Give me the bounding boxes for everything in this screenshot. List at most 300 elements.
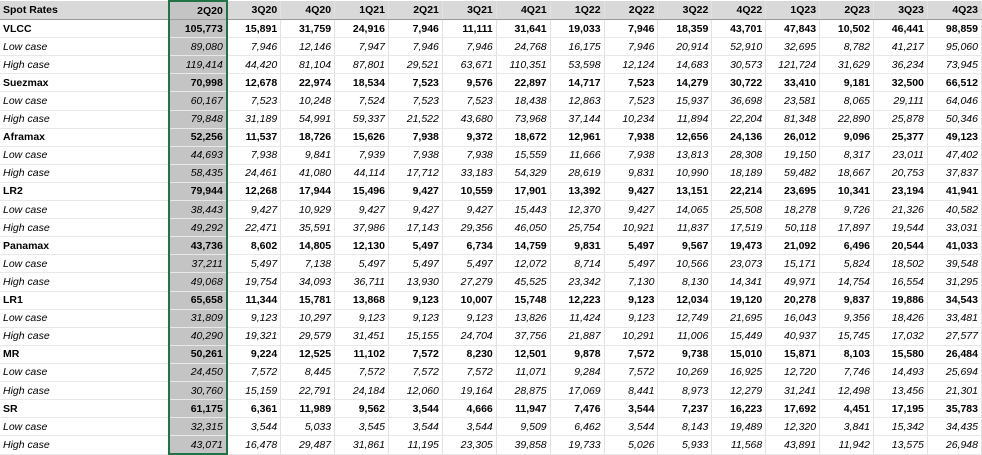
value-cell[interactable]: 35,591 (281, 219, 335, 237)
value-cell[interactable]: 22,204 (712, 110, 766, 128)
value-cell[interactable]: 26,948 (927, 436, 981, 455)
value-cell[interactable]: 12,034 (658, 291, 712, 309)
value-cell[interactable]: 7,572 (604, 345, 658, 363)
value-cell[interactable]: 10,341 (820, 182, 874, 200)
value-cell[interactable]: 12,678 (227, 74, 281, 92)
value-cell[interactable]: 15,871 (766, 345, 820, 363)
value-cell[interactable]: 7,946 (442, 38, 496, 56)
value-cell[interactable]: 22,791 (281, 381, 335, 399)
row-label-cell[interactable]: Aframax (0, 128, 169, 146)
row-label-cell[interactable]: LR2 (0, 182, 169, 200)
value-cell[interactable]: 7,946 (227, 38, 281, 56)
value-cell[interactable]: 23,342 (550, 273, 604, 291)
value-cell[interactable]: 32,315 (169, 418, 227, 436)
value-cell[interactable]: 9,427 (604, 201, 658, 219)
value-cell[interactable]: 8,782 (820, 38, 874, 56)
value-cell[interactable]: 21,092 (766, 237, 820, 255)
value-cell[interactable]: 12,060 (388, 381, 442, 399)
value-cell[interactable]: 19,473 (712, 237, 766, 255)
column-header-4q23[interactable]: 4Q23 (927, 1, 981, 20)
value-cell[interactable]: 9,427 (388, 182, 442, 200)
value-cell[interactable]: 8,602 (227, 237, 281, 255)
row-label-cell[interactable]: Panamax (0, 237, 169, 255)
value-cell[interactable]: 59,337 (335, 110, 389, 128)
value-cell[interactable]: 73,968 (496, 110, 550, 128)
value-cell[interactable]: 49,971 (766, 273, 820, 291)
value-cell[interactable]: 37,986 (335, 219, 389, 237)
value-cell[interactable]: 20,914 (658, 38, 712, 56)
value-cell[interactable]: 25,508 (712, 201, 766, 219)
value-cell[interactable]: 9,372 (442, 128, 496, 146)
value-cell[interactable]: 15,626 (335, 128, 389, 146)
value-cell[interactable]: 7,946 (604, 38, 658, 56)
row-label-cell[interactable]: Low case (0, 418, 169, 436)
value-cell[interactable]: 10,297 (281, 309, 335, 327)
value-cell[interactable]: 7,938 (604, 146, 658, 164)
value-cell[interactable]: 81,104 (281, 56, 335, 74)
value-cell[interactable]: 26,012 (766, 128, 820, 146)
value-cell[interactable]: 36,698 (712, 92, 766, 110)
column-header-2q21[interactable]: 2Q21 (388, 1, 442, 20)
value-cell[interactable]: 7,938 (388, 128, 442, 146)
value-cell[interactable]: 13,392 (550, 182, 604, 200)
value-cell[interactable]: 43,071 (169, 436, 227, 455)
value-cell[interactable]: 31,241 (766, 381, 820, 399)
value-cell[interactable]: 14,683 (658, 56, 712, 74)
value-cell[interactable]: 10,566 (658, 255, 712, 273)
value-cell[interactable]: 10,929 (281, 201, 335, 219)
value-cell[interactable]: 19,164 (442, 381, 496, 399)
value-cell[interactable]: 25,377 (874, 128, 928, 146)
value-cell[interactable]: 24,768 (496, 38, 550, 56)
value-cell[interactable]: 25,754 (550, 219, 604, 237)
value-cell[interactable]: 52,256 (169, 128, 227, 146)
value-cell[interactable]: 34,543 (927, 291, 981, 309)
value-cell[interactable]: 46,441 (874, 20, 928, 38)
value-cell[interactable]: 22,214 (712, 182, 766, 200)
value-cell[interactable]: 9,427 (388, 201, 442, 219)
value-cell[interactable]: 13,813 (658, 146, 712, 164)
value-cell[interactable]: 15,443 (496, 201, 550, 219)
value-cell[interactable]: 22,471 (227, 219, 281, 237)
value-cell[interactable]: 9,831 (550, 237, 604, 255)
value-cell[interactable]: 9,831 (604, 164, 658, 182)
value-cell[interactable]: 7,523 (604, 92, 658, 110)
row-label-cell[interactable]: Suezmax (0, 74, 169, 92)
value-cell[interactable]: 22,890 (820, 110, 874, 128)
value-cell[interactable]: 121,724 (766, 56, 820, 74)
value-cell[interactable]: 44,420 (227, 56, 281, 74)
value-cell[interactable]: 46,050 (496, 219, 550, 237)
value-cell[interactable]: 40,582 (927, 201, 981, 219)
value-cell[interactable]: 7,939 (335, 146, 389, 164)
value-cell[interactable]: 34,093 (281, 273, 335, 291)
value-cell[interactable]: 24,916 (335, 20, 389, 38)
value-cell[interactable]: 28,308 (712, 146, 766, 164)
value-cell[interactable]: 15,171 (766, 255, 820, 273)
value-cell[interactable]: 18,189 (712, 164, 766, 182)
value-cell[interactable]: 8,143 (658, 418, 712, 436)
value-cell[interactable]: 11,424 (550, 309, 604, 327)
value-cell[interactable]: 49,123 (927, 128, 981, 146)
value-cell[interactable]: 11,071 (496, 363, 550, 381)
row-label-cell[interactable]: SR (0, 400, 169, 418)
value-cell[interactable]: 12,720 (766, 363, 820, 381)
value-cell[interactable]: 95,060 (927, 38, 981, 56)
value-cell[interactable]: 19,544 (874, 219, 928, 237)
value-cell[interactable]: 63,671 (442, 56, 496, 74)
value-cell[interactable]: 47,843 (766, 20, 820, 38)
value-cell[interactable]: 11,537 (227, 128, 281, 146)
value-cell[interactable]: 49,068 (169, 273, 227, 291)
column-header-3q23[interactable]: 3Q23 (874, 1, 928, 20)
value-cell[interactable]: 17,897 (820, 219, 874, 237)
value-cell[interactable]: 37,756 (496, 327, 550, 345)
value-cell[interactable]: 7,237 (658, 400, 712, 418)
value-cell[interactable]: 15,449 (712, 327, 766, 345)
value-cell[interactable]: 79,848 (169, 110, 227, 128)
value-cell[interactable]: 12,223 (550, 291, 604, 309)
value-cell[interactable]: 11,006 (658, 327, 712, 345)
value-cell[interactable]: 47,402 (927, 146, 981, 164)
value-cell[interactable]: 35,783 (927, 400, 981, 418)
value-cell[interactable]: 12,146 (281, 38, 335, 56)
value-cell[interactable]: 9,427 (604, 182, 658, 200)
value-cell[interactable]: 14,341 (712, 273, 766, 291)
value-cell[interactable]: 34,435 (927, 418, 981, 436)
value-cell[interactable]: 5,497 (604, 255, 658, 273)
value-cell[interactable]: 110,351 (496, 56, 550, 74)
value-cell[interactable]: 17,692 (766, 400, 820, 418)
value-cell[interactable]: 15,159 (227, 381, 281, 399)
value-cell[interactable]: 7,524 (335, 92, 389, 110)
value-cell[interactable]: 21,695 (712, 309, 766, 327)
value-cell[interactable]: 15,559 (496, 146, 550, 164)
column-header-3q21[interactable]: 3Q21 (442, 1, 496, 20)
column-header-1q22[interactable]: 1Q22 (550, 1, 604, 20)
value-cell[interactable]: 8,445 (281, 363, 335, 381)
value-cell[interactable]: 4,451 (820, 400, 874, 418)
value-cell[interactable]: 21,887 (550, 327, 604, 345)
value-cell[interactable]: 29,356 (442, 219, 496, 237)
value-cell[interactable]: 11,195 (388, 436, 442, 455)
value-cell[interactable]: 15,342 (874, 418, 928, 436)
value-cell[interactable]: 12,130 (335, 237, 389, 255)
value-cell[interactable]: 22,974 (281, 74, 335, 92)
value-cell[interactable]: 10,234 (604, 110, 658, 128)
value-cell[interactable]: 53,598 (550, 56, 604, 74)
value-cell[interactable]: 18,726 (281, 128, 335, 146)
value-cell[interactable]: 70,998 (169, 74, 227, 92)
value-cell[interactable]: 13,151 (658, 182, 712, 200)
value-cell[interactable]: 23,194 (874, 182, 928, 200)
value-cell[interactable]: 41,033 (927, 237, 981, 255)
value-cell[interactable]: 8,441 (604, 381, 658, 399)
value-cell[interactable]: 13,575 (874, 436, 928, 455)
value-cell[interactable]: 9,726 (820, 201, 874, 219)
column-header-1q23[interactable]: 1Q23 (766, 1, 820, 20)
value-cell[interactable]: 13,930 (388, 273, 442, 291)
value-cell[interactable]: 44,693 (169, 146, 227, 164)
value-cell[interactable]: 9,509 (496, 418, 550, 436)
value-cell[interactable]: 9,427 (442, 201, 496, 219)
row-label-cell[interactable]: Low case (0, 38, 169, 56)
value-cell[interactable]: 3,544 (227, 418, 281, 436)
value-cell[interactable]: 24,136 (712, 128, 766, 146)
value-cell[interactable]: 6,462 (550, 418, 604, 436)
value-cell[interactable]: 9,284 (550, 363, 604, 381)
value-cell[interactable]: 31,295 (927, 273, 981, 291)
value-cell[interactable]: 9,427 (227, 201, 281, 219)
value-cell[interactable]: 10,921 (604, 219, 658, 237)
value-cell[interactable]: 4,666 (442, 400, 496, 418)
value-cell[interactable]: 66,512 (927, 74, 981, 92)
value-cell[interactable]: 32,695 (766, 38, 820, 56)
value-cell[interactable]: 9,356 (820, 309, 874, 327)
row-label-cell[interactable]: High case (0, 273, 169, 291)
value-cell[interactable]: 16,223 (712, 400, 766, 418)
value-cell[interactable]: 43,891 (766, 436, 820, 455)
value-cell[interactable]: 33,183 (442, 164, 496, 182)
value-cell[interactable]: 17,195 (874, 400, 928, 418)
value-cell[interactable]: 8,714 (550, 255, 604, 273)
value-cell[interactable]: 12,279 (712, 381, 766, 399)
value-cell[interactable]: 12,370 (550, 201, 604, 219)
value-cell[interactable]: 15,010 (712, 345, 766, 363)
value-cell[interactable]: 9,123 (227, 309, 281, 327)
value-cell[interactable]: 24,450 (169, 363, 227, 381)
value-cell[interactable]: 3,544 (442, 418, 496, 436)
value-cell[interactable]: 14,493 (874, 363, 928, 381)
value-cell[interactable]: 11,111 (442, 20, 496, 38)
value-cell[interactable]: 9,224 (227, 345, 281, 363)
value-cell[interactable]: 27,577 (927, 327, 981, 345)
value-cell[interactable]: 18,534 (335, 74, 389, 92)
value-cell[interactable]: 41,080 (281, 164, 335, 182)
value-cell[interactable]: 36,234 (874, 56, 928, 74)
value-cell[interactable]: 32,500 (874, 74, 928, 92)
value-cell[interactable]: 10,007 (442, 291, 496, 309)
value-cell[interactable]: 16,043 (766, 309, 820, 327)
row-label-cell[interactable]: Low case (0, 309, 169, 327)
value-cell[interactable]: 12,961 (550, 128, 604, 146)
value-cell[interactable]: 10,269 (658, 363, 712, 381)
value-cell[interactable]: 23,073 (712, 255, 766, 273)
value-cell[interactable]: 12,268 (227, 182, 281, 200)
value-cell[interactable]: 7,138 (281, 255, 335, 273)
column-header-2q23[interactable]: 2Q23 (820, 1, 874, 20)
value-cell[interactable]: 33,410 (766, 74, 820, 92)
value-cell[interactable]: 19,754 (227, 273, 281, 291)
value-cell[interactable]: 5,033 (281, 418, 335, 436)
value-cell[interactable]: 11,947 (496, 400, 550, 418)
value-cell[interactable]: 3,544 (604, 400, 658, 418)
value-cell[interactable]: 10,990 (658, 164, 712, 182)
value-cell[interactable]: 7,938 (388, 146, 442, 164)
value-cell[interactable]: 8,317 (820, 146, 874, 164)
value-cell[interactable]: 12,525 (281, 345, 335, 363)
value-cell[interactable]: 13,456 (874, 381, 928, 399)
value-cell[interactable]: 10,502 (820, 20, 874, 38)
value-cell[interactable]: 45,525 (496, 273, 550, 291)
value-cell[interactable]: 9,181 (820, 74, 874, 92)
value-cell[interactable]: 26,484 (927, 345, 981, 363)
value-cell[interactable]: 17,069 (550, 381, 604, 399)
value-cell[interactable]: 9,123 (604, 291, 658, 309)
value-cell[interactable]: 8,973 (658, 381, 712, 399)
column-header-2q20[interactable]: 2Q20 (169, 1, 227, 20)
value-cell[interactable]: 16,554 (874, 273, 928, 291)
value-cell[interactable]: 19,150 (766, 146, 820, 164)
value-cell[interactable]: 16,925 (712, 363, 766, 381)
value-cell[interactable]: 17,901 (496, 182, 550, 200)
value-cell[interactable]: 14,065 (658, 201, 712, 219)
value-cell[interactable]: 27,279 (442, 273, 496, 291)
value-cell[interactable]: 31,641 (496, 20, 550, 38)
row-label-cell[interactable]: High case (0, 219, 169, 237)
value-cell[interactable]: 3,545 (335, 418, 389, 436)
value-cell[interactable]: 3,544 (388, 400, 442, 418)
value-cell[interactable]: 16,478 (227, 436, 281, 455)
value-cell[interactable]: 20,753 (874, 164, 928, 182)
value-cell[interactable]: 12,749 (658, 309, 712, 327)
value-cell[interactable]: 43,736 (169, 237, 227, 255)
value-cell[interactable]: 6,361 (227, 400, 281, 418)
value-cell[interactable]: 15,580 (874, 345, 928, 363)
value-cell[interactable]: 5,933 (658, 436, 712, 455)
value-cell[interactable]: 65,658 (169, 291, 227, 309)
value-cell[interactable]: 21,301 (927, 381, 981, 399)
value-cell[interactable]: 12,501 (496, 345, 550, 363)
value-cell[interactable]: 81,348 (766, 110, 820, 128)
value-cell[interactable]: 12,656 (658, 128, 712, 146)
value-cell[interactable]: 22,897 (496, 74, 550, 92)
row-label-cell[interactable]: LR1 (0, 291, 169, 309)
value-cell[interactable]: 10,291 (604, 327, 658, 345)
value-cell[interactable]: 17,944 (281, 182, 335, 200)
value-cell[interactable]: 25,878 (874, 110, 928, 128)
value-cell[interactable]: 18,667 (820, 164, 874, 182)
value-cell[interactable]: 9,837 (820, 291, 874, 309)
value-cell[interactable]: 5,026 (604, 436, 658, 455)
value-cell[interactable]: 7,946 (388, 38, 442, 56)
value-cell[interactable]: 17,519 (712, 219, 766, 237)
value-cell[interactable]: 7,746 (820, 363, 874, 381)
value-cell[interactable]: 31,861 (335, 436, 389, 455)
row-label-cell[interactable]: Low case (0, 363, 169, 381)
value-cell[interactable]: 50,118 (766, 219, 820, 237)
value-cell[interactable]: 10,248 (281, 92, 335, 110)
value-cell[interactable]: 20,544 (874, 237, 928, 255)
value-cell[interactable]: 7,523 (388, 92, 442, 110)
value-cell[interactable]: 58,435 (169, 164, 227, 182)
value-cell[interactable]: 60,167 (169, 92, 227, 110)
value-cell[interactable]: 5,497 (604, 237, 658, 255)
value-cell[interactable]: 9,738 (658, 345, 712, 363)
value-cell[interactable]: 29,579 (281, 327, 335, 345)
value-cell[interactable]: 7,523 (604, 74, 658, 92)
value-cell[interactable]: 24,184 (335, 381, 389, 399)
value-cell[interactable]: 105,773 (169, 20, 227, 38)
value-cell[interactable]: 18,438 (496, 92, 550, 110)
value-cell[interactable]: 9,841 (281, 146, 335, 164)
value-cell[interactable]: 15,781 (281, 291, 335, 309)
value-cell[interactable]: 39,858 (496, 436, 550, 455)
value-cell[interactable]: 7,523 (388, 74, 442, 92)
value-cell[interactable]: 31,451 (335, 327, 389, 345)
value-cell[interactable]: 17,143 (388, 219, 442, 237)
value-cell[interactable]: 14,279 (658, 74, 712, 92)
value-cell[interactable]: 11,837 (658, 219, 712, 237)
value-cell[interactable]: 61,175 (169, 400, 227, 418)
value-cell[interactable]: 31,759 (281, 20, 335, 38)
row-label-cell[interactable]: High case (0, 164, 169, 182)
value-cell[interactable]: 50,346 (927, 110, 981, 128)
value-cell[interactable]: 13,826 (496, 309, 550, 327)
value-cell[interactable]: 54,991 (281, 110, 335, 128)
value-cell[interactable]: 30,573 (712, 56, 766, 74)
value-cell[interactable]: 98,859 (927, 20, 981, 38)
row-label-cell[interactable]: High case (0, 327, 169, 345)
value-cell[interactable]: 14,805 (281, 237, 335, 255)
value-cell[interactable]: 30,722 (712, 74, 766, 92)
row-label-cell[interactable]: MR (0, 345, 169, 363)
value-cell[interactable]: 3,544 (604, 418, 658, 436)
row-label-cell[interactable]: Low case (0, 92, 169, 110)
value-cell[interactable]: 23,011 (874, 146, 928, 164)
corner-label-cell[interactable]: Spot Rates (0, 1, 169, 20)
value-cell[interactable]: 14,717 (550, 74, 604, 92)
column-header-3q22[interactable]: 3Q22 (658, 1, 712, 20)
value-cell[interactable]: 20,278 (766, 291, 820, 309)
value-cell[interactable]: 28,619 (550, 164, 604, 182)
column-header-4q22[interactable]: 4Q22 (712, 1, 766, 20)
column-header-4q21[interactable]: 4Q21 (496, 1, 550, 20)
value-cell[interactable]: 8,130 (658, 273, 712, 291)
value-cell[interactable]: 5,497 (227, 255, 281, 273)
value-cell[interactable]: 11,942 (820, 436, 874, 455)
value-cell[interactable]: 39,548 (927, 255, 981, 273)
value-cell[interactable]: 9,123 (335, 309, 389, 327)
value-cell[interactable]: 21,326 (874, 201, 928, 219)
value-cell[interactable]: 79,944 (169, 182, 227, 200)
value-cell[interactable]: 9,427 (335, 201, 389, 219)
row-label-cell[interactable]: High case (0, 436, 169, 455)
value-cell[interactable]: 19,733 (550, 436, 604, 455)
value-cell[interactable]: 38,443 (169, 201, 227, 219)
value-cell[interactable]: 13,868 (335, 291, 389, 309)
value-cell[interactable]: 11,568 (712, 436, 766, 455)
value-cell[interactable]: 25,694 (927, 363, 981, 381)
row-label-cell[interactable]: High case (0, 110, 169, 128)
value-cell[interactable]: 12,498 (820, 381, 874, 399)
value-cell[interactable]: 7,572 (227, 363, 281, 381)
value-cell[interactable]: 40,290 (169, 327, 227, 345)
value-cell[interactable]: 5,497 (388, 237, 442, 255)
value-cell[interactable]: 31,629 (820, 56, 874, 74)
row-label-cell[interactable]: VLCC (0, 20, 169, 38)
value-cell[interactable]: 10,559 (442, 182, 496, 200)
value-cell[interactable]: 7,946 (388, 20, 442, 38)
row-label-cell[interactable]: High case (0, 56, 169, 74)
value-cell[interactable]: 8,103 (820, 345, 874, 363)
value-cell[interactable]: 19,033 (550, 20, 604, 38)
value-cell[interactable]: 9,096 (820, 128, 874, 146)
value-cell[interactable]: 12,320 (766, 418, 820, 436)
column-header-4q20[interactable]: 4Q20 (281, 1, 335, 20)
value-cell[interactable]: 12,072 (496, 255, 550, 273)
value-cell[interactable]: 24,461 (227, 164, 281, 182)
